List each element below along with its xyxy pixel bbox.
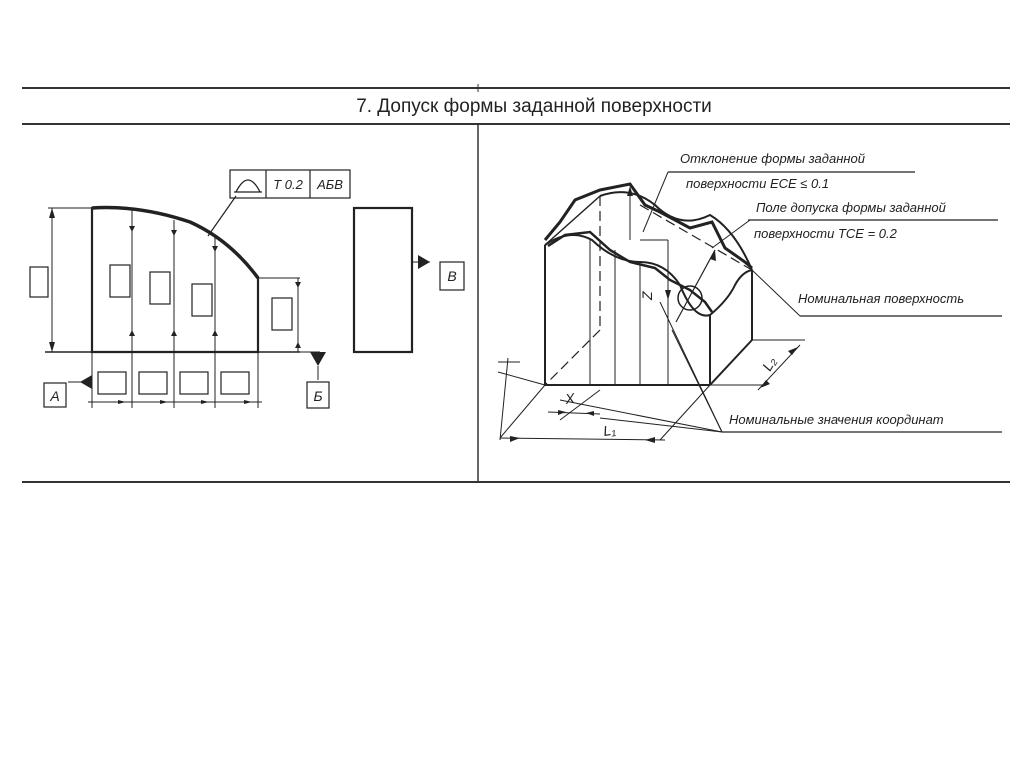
- left-drawing: [30, 170, 464, 408]
- callout-deviation-line1: Отклонение формы заданной: [680, 151, 865, 166]
- tolerance-value: T 0.2: [273, 177, 303, 192]
- profile-curve: [92, 208, 258, 278]
- deviation-profile: [545, 184, 752, 268]
- label-x: X: [564, 389, 576, 407]
- dim-box-b1: [98, 372, 126, 394]
- datum-v-label: В: [447, 268, 457, 284]
- dim-box-b3: [180, 372, 208, 394]
- callout-deviation-line2: поверхности ЕСЕ ≤ 0.1: [686, 176, 830, 191]
- datum-a-triangle-icon: [80, 375, 92, 389]
- surface-profile-icon: [234, 180, 262, 192]
- dim-box-height: [30, 267, 48, 297]
- callout-tolerance-line1: Поле допуска формы заданной: [756, 200, 946, 215]
- datum-a-label: А: [50, 388, 60, 404]
- tolerance-datums: АБВ: [317, 177, 343, 192]
- part-outline: [92, 208, 258, 352]
- callout-tolerance-line2: поверхности ТСЕ = 0.2: [754, 226, 897, 241]
- nominal-surface-front: [545, 235, 710, 316]
- dim-box-1: [110, 265, 130, 297]
- callout-nominal-coords: Номинальные значения координат: [729, 412, 944, 427]
- callout-nominal-surface: Номинальная поверхность: [798, 291, 965, 306]
- slide-title: 7. Допуск формы заданной поверхности: [356, 96, 712, 117]
- dim-box-end: [272, 298, 292, 330]
- dim-box-b4: [221, 372, 249, 394]
- label-l2: L₂: [758, 354, 780, 374]
- side-view: [354, 208, 412, 352]
- datum-b-triangle-icon: [310, 352, 326, 366]
- dim-box-2: [150, 272, 170, 304]
- dim-box-3: [192, 284, 212, 316]
- label-z: Z: [639, 291, 655, 300]
- label-l1: L₁: [602, 421, 617, 439]
- datum-v-triangle-icon: [418, 255, 430, 269]
- dim-box-b2: [139, 372, 167, 394]
- datum-b-label: Б: [313, 388, 323, 404]
